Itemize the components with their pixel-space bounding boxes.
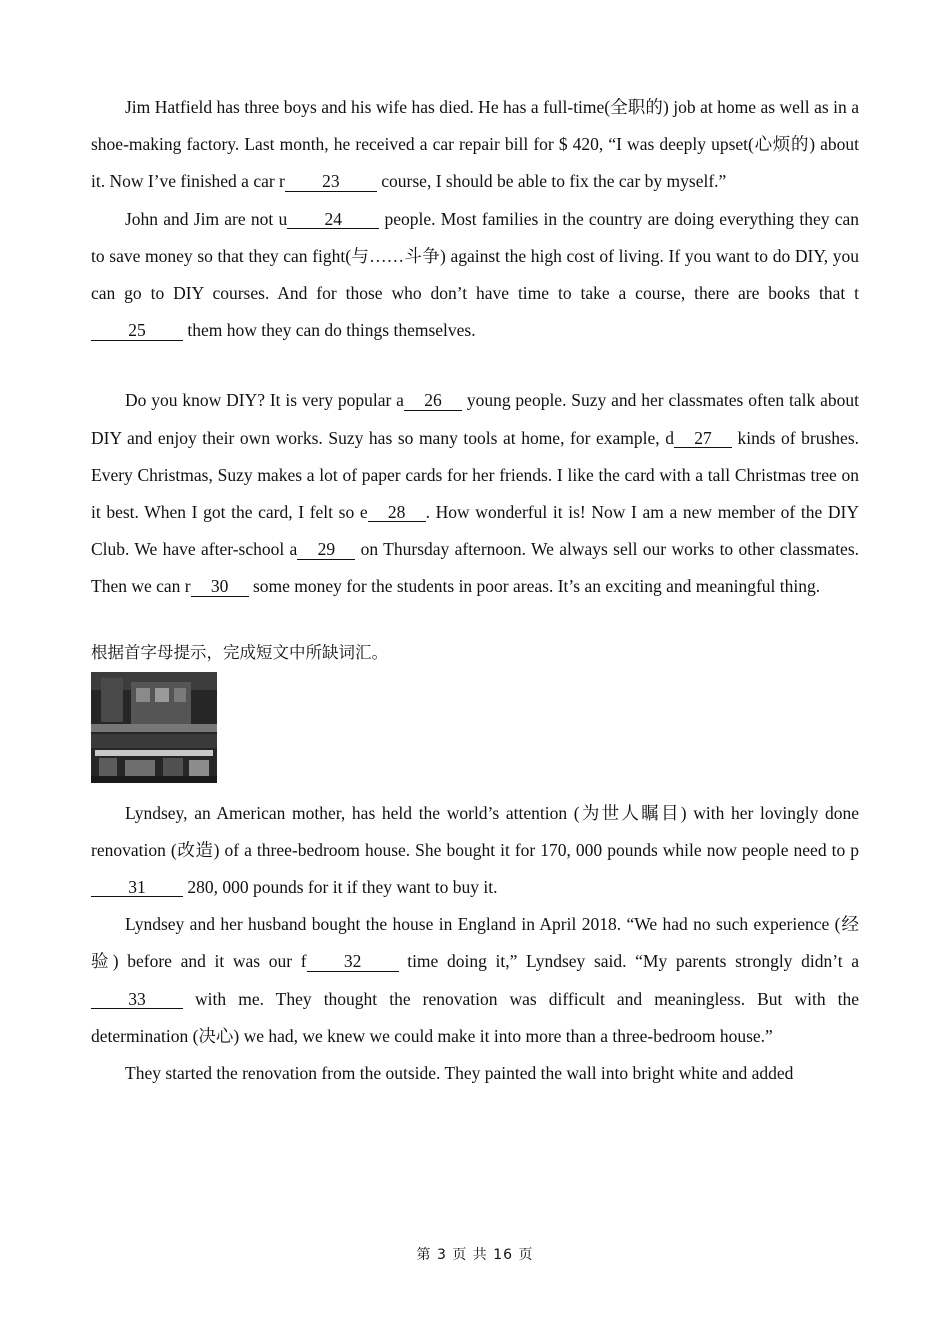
answer-blank-30[interactable]: 30 — [191, 577, 249, 596]
paragraph — [91, 201, 859, 350]
text-segment: John and Jim are not u — [125, 208, 288, 229]
paragraph — [91, 1055, 859, 1092]
house-photo — [91, 672, 217, 783]
text-segment: with me. They thought the renovation was difficult and meaningless. But with the determination (决心) we had, we knew we could make it into more than a three-bedroom house.” — [91, 988, 859, 1046]
passage-1 — [91, 89, 859, 349]
paragraph — [91, 795, 859, 907]
text-segment: They started the renovation from the outside. They painted the wall into bright white and added — [125, 1063, 794, 1084]
answer-blank-23[interactable]: 23 — [285, 172, 377, 191]
text-segment: 280, 000 pounds for it if they want to buy it. — [183, 877, 498, 898]
passage-2 — [91, 382, 859, 605]
text-segment: on Thursday afternoon. We always sell our works to other classmates. Then we can r — [91, 539, 860, 597]
answer-blank-32[interactable]: 32 — [307, 952, 399, 971]
answer-blank-29[interactable]: 29 — [297, 540, 355, 559]
text-segment: them how they can do things themselves. — [183, 320, 476, 341]
house-photo-image — [91, 672, 217, 783]
text-segment: kinds of brushes. Every Christmas, Suzy makes a lot of paper cards for her friends. I like the card with a tall Christmas tree on it best. When I got the card, I felt so e — [91, 427, 860, 523]
answer-blank-33[interactable]: 33 — [91, 990, 183, 1009]
paragraph — [91, 89, 859, 201]
text-segment: Lyndsey, an American mother, has held the world’s attention (为世人瞩目) with her lovingly done renovation (改造) of a three-bedroom house. She bought it for 170, 000 pounds while now people need to p — [91, 802, 859, 860]
text-segment: Do you know DIY? It is very popular a — [125, 390, 404, 411]
answer-blank-28[interactable]: 28 — [368, 503, 426, 522]
passage-3 — [91, 795, 859, 1093]
passage-gap — [91, 349, 859, 382]
answer-blank-31[interactable]: 31 — [91, 878, 183, 897]
text-segment: time doing it,” Lyndsey said. “My parents strongly didn’t a — [398, 951, 859, 972]
answer-blank-27[interactable]: 27 — [674, 429, 732, 448]
worksheet-page — [91, 89, 859, 1092]
paragraph — [91, 382, 859, 605]
text-segment: . How wonderful it is! Now I am a new member of the DIY Club. We have after-school a — [91, 502, 859, 560]
answer-blank-24[interactable]: 24 — [287, 210, 379, 229]
page-footer: 第 3 页 共 16 页 — [416, 1247, 534, 1263]
text-segment: course, I should be able to fix the car by myself.” — [376, 171, 727, 192]
text-segment: some money for the students in poor areas. It’s an exciting and meaningful thing. — [248, 576, 821, 597]
answer-blank-25[interactable]: 25 — [91, 321, 183, 340]
text-segment: young people. Suzy and her classmates often talk about DIY and enjoy their own works. Suzy has so many tools at home, for example, d — [91, 390, 859, 448]
paragraph — [91, 906, 859, 1055]
text-segment: Jim Hatfield has three boys and his wife has died. He has a full-time(全职的) job at home as well as in a shoe-making factory. Last month, he received a car repair bill for $ 420, “I was deeply upset(心烦的) about it. Now I’ve finished a car r — [91, 97, 859, 192]
text-segment: Lyndsey and her husband bought the house in England in April 2018. “We had no such experience (经验) before and it was our f — [91, 914, 859, 972]
passage-gap — [91, 606, 859, 640]
section-instruction: 根据首字母提示，完成短文中所缺词汇。 — [91, 642, 388, 662]
text-segment: people. Most families in the country are doing everything they can to save money so that they can fight(与……斗争) against the high cost of living. If you want to do DIY, you can go to DIY courses. And for those who don’t have time to take a course, there are books that t — [91, 208, 859, 304]
answer-blank-26[interactable]: 26 — [404, 391, 462, 410]
